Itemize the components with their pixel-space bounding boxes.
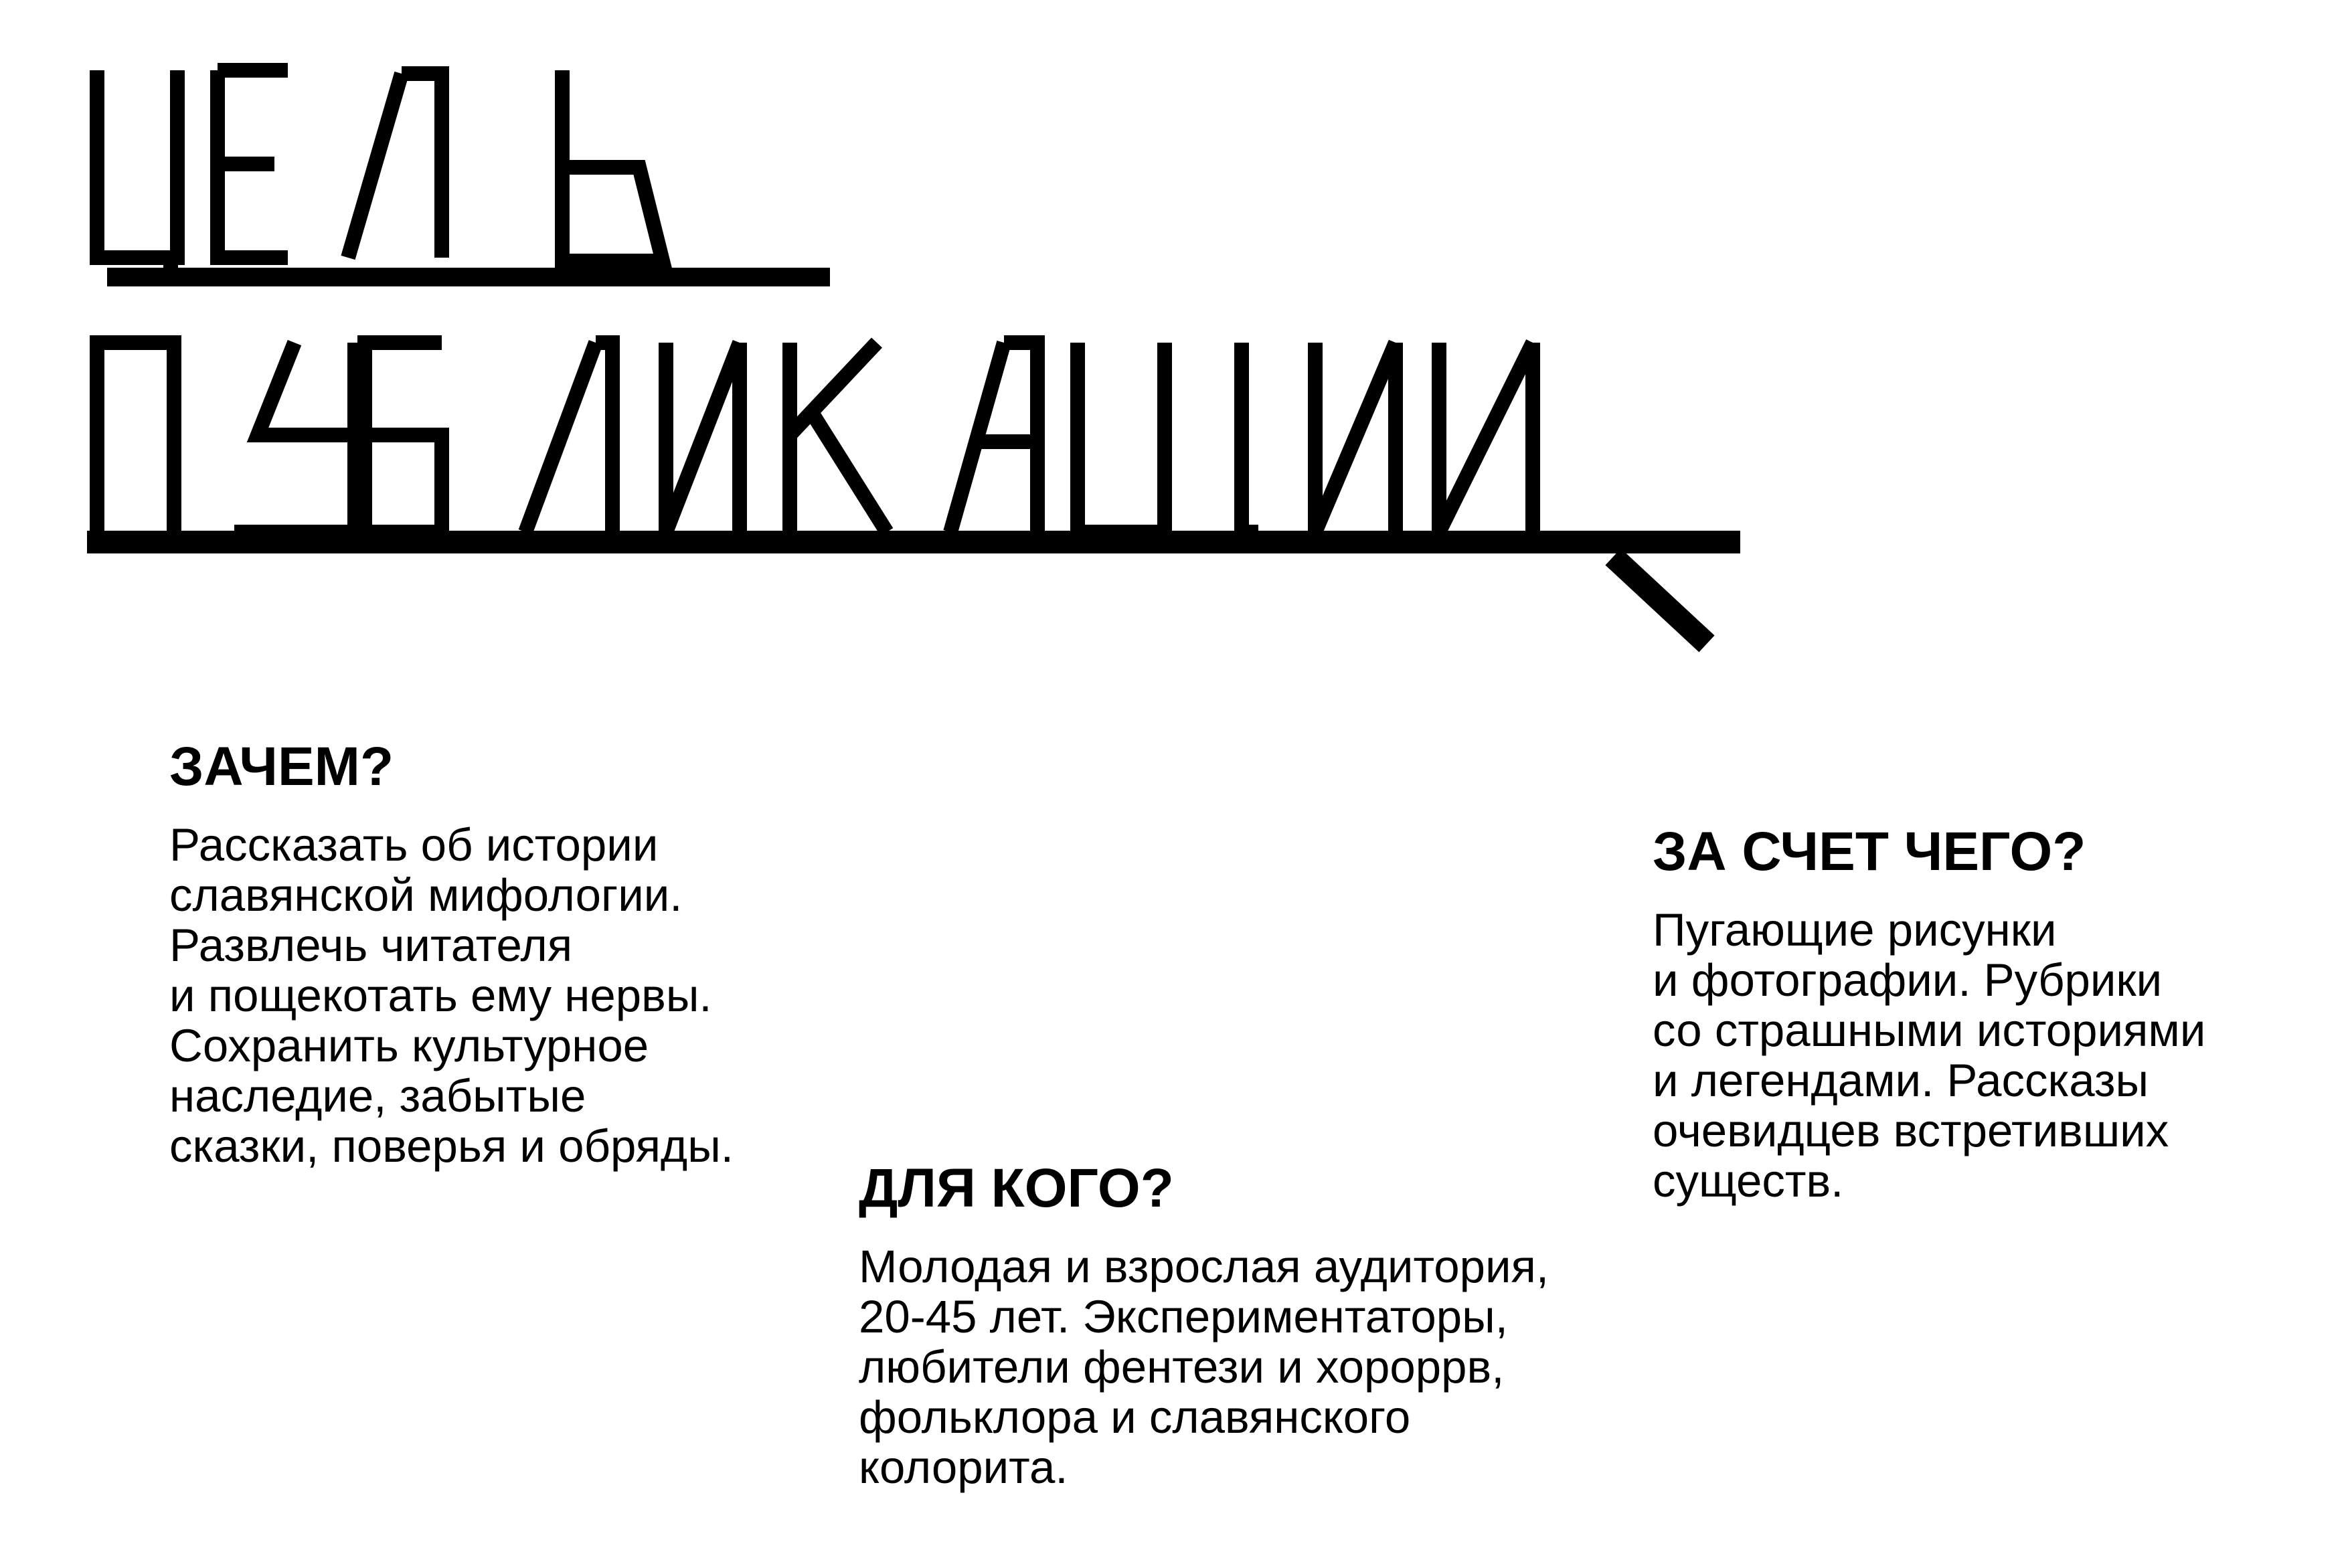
section-why-line: сказки, поверья и обряды. <box>169 1120 734 1172</box>
section-how-line: очевидцев встретивших <box>1653 1105 2169 1156</box>
section-for-whom-line: любители фентези и хороррв, <box>859 1341 1505 1393</box>
title-lettering <box>0 0 2348 669</box>
section-why-heading: ЗАЧЕМ? <box>169 736 394 797</box>
section-why-line: и пощекотать ему нервы. <box>169 970 712 1021</box>
section-for-whom-line: 20-45 лет. Экспериментаторы, <box>859 1291 1508 1342</box>
section-why-line: славянской мифологии. <box>169 869 683 921</box>
title-line-2-art <box>97 343 1533 532</box>
section-how-line: Пугающие рисунки <box>1653 904 2057 956</box>
section-why-line: Рассказать об истории <box>169 819 659 871</box>
section-for-whom-body <box>859 1241 1549 1492</box>
section-how-line: и легендами. Рассказы <box>1653 1055 2149 1106</box>
section-why-line: Сохранить культурное <box>169 1020 649 1071</box>
title-underline-1 <box>107 268 830 286</box>
section-how <box>1653 821 2206 1207</box>
section-how-line: со страшными историями <box>1653 1005 2206 1056</box>
title-underline-2 <box>87 531 1740 553</box>
title-line-1-art <box>97 70 663 280</box>
section-why-body <box>169 820 734 1171</box>
section-why <box>169 736 734 1172</box>
section-why-line: наследие, забытые <box>169 1070 586 1122</box>
section-for-whom-line: фольклора и славянского <box>859 1391 1411 1443</box>
section-for-whom-line: колорита. <box>859 1442 1068 1493</box>
section-why-line: Развлечь читателя <box>169 920 573 971</box>
section-how-heading: ЗА СЧЕТ ЧЕГО? <box>1653 821 2086 882</box>
section-for-whom <box>859 1158 1549 1493</box>
title-underline-tail <box>1613 557 1707 644</box>
section-how-body <box>1653 905 2205 1206</box>
section-how-line: и фотографии. Рубрики <box>1653 954 2163 1006</box>
section-how-line: существ. <box>1653 1155 1844 1207</box>
section-for-whom-heading: ДЛЯ КОГО? <box>859 1158 1174 1219</box>
section-for-whom-line: Молодая и взрослая аудитория, <box>859 1241 1549 1292</box>
